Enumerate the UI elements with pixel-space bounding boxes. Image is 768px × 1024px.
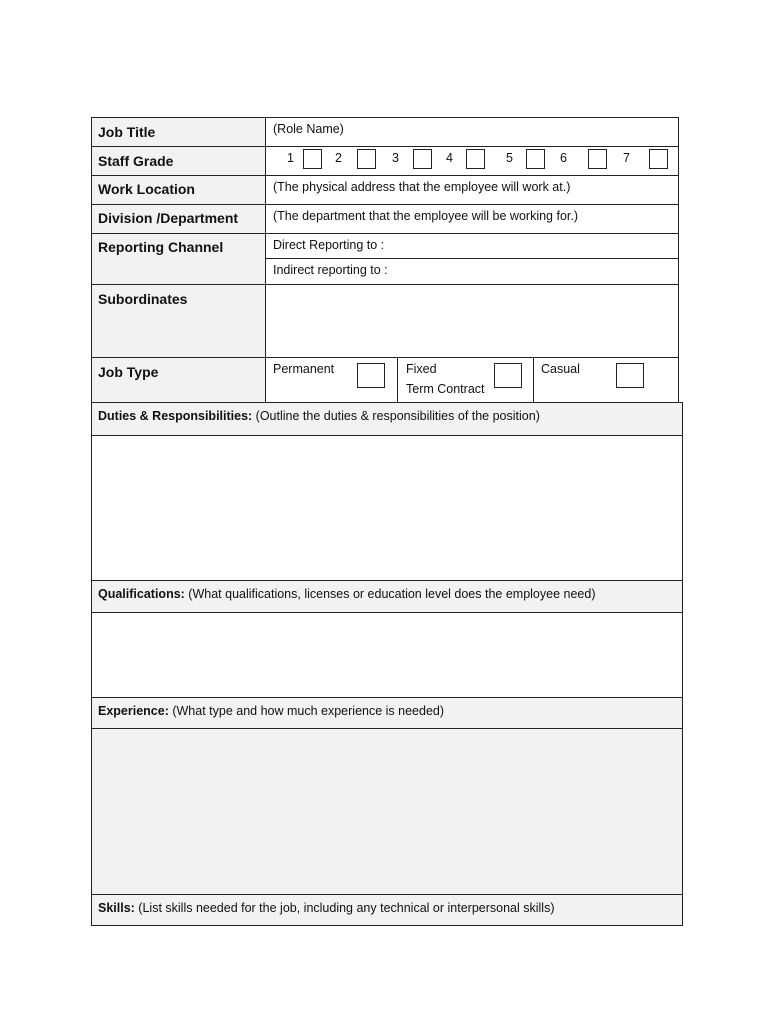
grade-3-label: 3 <box>392 151 399 165</box>
indirect-reporting-field[interactable]: Indirect reporting to : <box>273 263 388 277</box>
job-type-divider <box>397 357 398 403</box>
grade-2-label: 2 <box>335 151 342 165</box>
row-divider <box>91 175 679 176</box>
duties-title: Duties & Responsibilities: <box>98 409 253 423</box>
grade-2-checkbox[interactable] <box>357 149 376 169</box>
permanent-checkbox[interactable] <box>357 363 385 388</box>
subordinates-field[interactable] <box>267 286 677 356</box>
duties-field[interactable] <box>91 435 683 581</box>
grade-5-checkbox[interactable] <box>526 149 545 169</box>
grade-4-checkbox[interactable] <box>466 149 485 169</box>
grade-4-label: 4 <box>446 151 453 165</box>
row-divider <box>91 284 679 285</box>
fixed-label-line1: Fixed <box>406 362 437 376</box>
grade-7-checkbox[interactable] <box>649 149 668 169</box>
division-label: Division /Department <box>98 210 239 226</box>
job-title-label: Job Title <box>98 124 156 140</box>
fixed-term-checkbox[interactable] <box>494 363 522 388</box>
fixed-label-line2: Term Contract <box>406 382 485 396</box>
experience-title: Experience: <box>98 704 169 718</box>
grade-5-label: 5 <box>506 151 513 165</box>
division-field[interactable]: (The department that the employee will be working for.) <box>273 209 579 223</box>
permanent-label: Permanent <box>273 362 335 376</box>
direct-reporting-field[interactable]: Direct Reporting to : <box>273 238 385 252</box>
row-divider <box>91 146 679 147</box>
job-type-divider <box>533 357 534 403</box>
job-title-field[interactable]: (Role Name) <box>273 122 344 136</box>
qualifications-header <box>91 580 683 613</box>
grade-6-label: 6 <box>560 151 567 165</box>
row-divider <box>265 258 679 259</box>
qualifications-hint: (What qualifications, licenses or education level does the employee need) <box>184 587 596 601</box>
casual-label: Casual <box>541 362 580 376</box>
grade-3-checkbox[interactable] <box>413 149 432 169</box>
skills-header <box>91 894 683 926</box>
row-divider <box>91 357 679 358</box>
qualifications-field[interactable] <box>91 612 683 698</box>
duties-header <box>91 402 683 436</box>
column-divider <box>265 117 266 403</box>
grade-1-label: 1 <box>287 151 294 165</box>
reporting-channel-label: Reporting Channel <box>98 239 224 255</box>
grade-7-label: 7 <box>623 151 630 165</box>
experience-field[interactable] <box>91 728 683 895</box>
staff-grade-label: Staff Grade <box>98 153 174 169</box>
experience-header <box>91 697 683 729</box>
skills-title: Skills: <box>98 901 135 915</box>
subordinates-label: Subordinates <box>98 291 188 307</box>
grade-6-checkbox[interactable] <box>588 149 607 169</box>
grade-1-checkbox[interactable] <box>303 149 322 169</box>
experience-hint: (What type and how much experience is needed) <box>168 704 445 718</box>
job-type-label: Job Type <box>98 364 159 380</box>
qualifications-title: Qualifications: <box>98 587 185 601</box>
work-location-field[interactable]: (The physical address that the employee will work at.) <box>273 180 571 194</box>
duties-hint: (Outline the duties & responsibilities of the position) <box>252 409 540 423</box>
row-divider <box>91 204 679 205</box>
casual-checkbox[interactable] <box>616 363 644 388</box>
skills-hint: (List skills needed for the job, including any technical or interpersonal skills) <box>134 901 555 915</box>
row-divider <box>91 233 679 234</box>
work-location-label: Work Location <box>98 181 195 197</box>
